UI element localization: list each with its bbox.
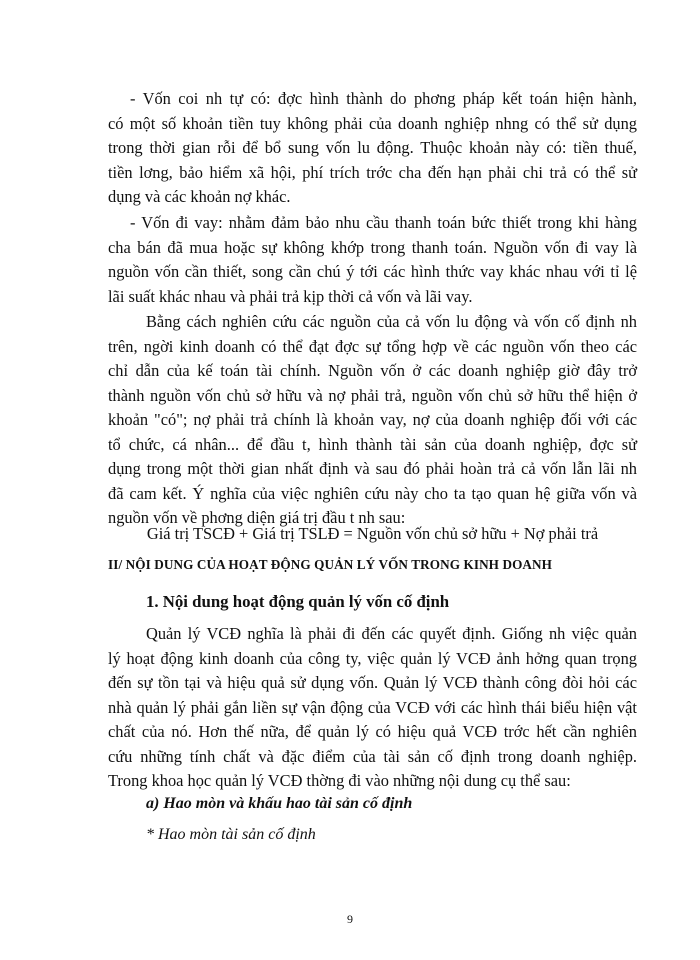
paragraph-line: khoản "có"; nợ phải trả chính là khoản vay, nợ của doanh nghiệp đối với các bbox=[108, 410, 637, 429]
paragraph-line: nguồn vốn cần thiết, song cần chú ý tới các hình thức vay khác nhau với tỉ lệ bbox=[108, 262, 637, 281]
page-number: 9 bbox=[347, 912, 353, 926]
paragraph-quan-ly-vcd bbox=[108, 622, 637, 794]
paragraph-line: có một số khoản tiền tuy không phải của doanh nghiệp nhng có thể sử dụng bbox=[108, 113, 637, 133]
section-heading: II/ NỘI DUNG CỦA HOẠT ĐỘNG QUẢN LÝ VỐN TRONG KINH DOANH bbox=[108, 557, 553, 572]
paragraph-line: dụng trong một thời gian nhất định và sau đó phải hoàn trả cả vốn lẫn lãi nh bbox=[108, 459, 637, 478]
paragraph-line: tiền lơng, bảo hiểm xã hội, phí trích trớc cha đến hạn phải chi trả có thể sử bbox=[108, 162, 637, 182]
paragraph-line: - Vốn đi vay: nhằm đảm bảo nhu cầu thanh toán bức thiết trong khi hàng bbox=[130, 213, 637, 232]
paragraph-line: dụng và các khoản nợ khác. bbox=[108, 187, 291, 206]
paragraph-line: trong thời gian rỗi để bổ sung vốn lu động. Thuộc khoản này có: tiền thuế, bbox=[108, 138, 637, 157]
paragraph-nguon-von bbox=[108, 310, 637, 531]
subsection-heading: 1. Nội dung hoạt động quản lý vốn cố định bbox=[146, 592, 450, 611]
paragraph-line: chất của nó. Hơn thế nữa, để quản lý có hiệu quả VCĐ trớc hết cần nghiên bbox=[108, 722, 637, 741]
paragraph-line: đến sự tồn tại và hiệu quả sử dụng vốn. Quản lý VCĐ thành công đòi hỏi các bbox=[108, 673, 637, 692]
paragraph-line: lý hoạt động kinh doanh của công ty, việc quản lý VCĐ ảnh hởng quan trọng bbox=[108, 648, 637, 668]
paragraph-line: - Vốn coi nh tự có: đợc hình thành do phơng pháp kết toán hiện hành, bbox=[130, 89, 637, 108]
paragraph-von-coi-nhu-tu-co bbox=[108, 87, 637, 210]
paragraph-line: trên, ngời kinh doanh có thể đạt đợc sự tổng hợp về các nguồn vốn theo các bbox=[108, 336, 637, 356]
paragraph-line: nguồn vốn về phơng diện giá trị đầu t nh sau: bbox=[108, 508, 406, 527]
paragraph-line: cha bán đã mua hoặc sự không khớp trong thanh toán. Nguồn vốn đi vay là bbox=[108, 237, 637, 257]
balance-formula: Giá trị TSCĐ + Giá trị TSLĐ = Nguồn vốn chủ sở hữu + Nợ phải trả bbox=[146, 524, 599, 543]
paragraph-von-di-vay bbox=[108, 211, 637, 309]
subheading-hao-mon-tscd: * Hao mòn tài sản cố định bbox=[146, 826, 316, 843]
paragraph-line: Quản lý VCĐ nghĩa là phải đi đến các quyết định. Giống nh việc quản bbox=[146, 624, 637, 643]
paragraph-line: Bằng cách nghiên cứu các nguồn của cả vốn lu động và vốn cố định nh bbox=[146, 312, 637, 331]
paragraph-line: chỉ dẫn của kế toán tài chính. Nguồn vốn ở các doanh nghiệp giờ đây trở bbox=[108, 361, 637, 380]
subheading-hao-mon-khau-hao: a) Hao mòn và khấu hao tài sản cố định bbox=[146, 795, 413, 812]
paragraph-line: thành nguồn vốn chủ sở hữu và nợ phải trả, nguồn vốn chủ sở hữu thể hiện ở bbox=[108, 385, 637, 405]
paragraph-line: Trong khoa học quản lý VCĐ thờng đi vào những nội dung cụ thể sau: bbox=[108, 771, 571, 790]
paragraph-line: lãi suất khác nhau và phải trả kịp thời cả vốn và lãi vay. bbox=[108, 286, 473, 306]
paragraph-line: nhà quản lý phải gắn liền sự vận động của VCĐ với các hình thái biểu hiện vật bbox=[108, 697, 637, 717]
paragraph-line: cứu những tính chất và đặc điểm của tài sản cố định trong doanh nghiệp. bbox=[108, 746, 637, 766]
paragraph-line: tổ chức, cá nhân... để đầu t, hình thành tài sản của doanh nghiệp, đợc sử bbox=[108, 434, 637, 454]
paragraph-line: đã cam kết. Ý nghĩa của việc nghiên cứu này cho ta tạo quan hệ giữa vốn và bbox=[108, 483, 637, 503]
